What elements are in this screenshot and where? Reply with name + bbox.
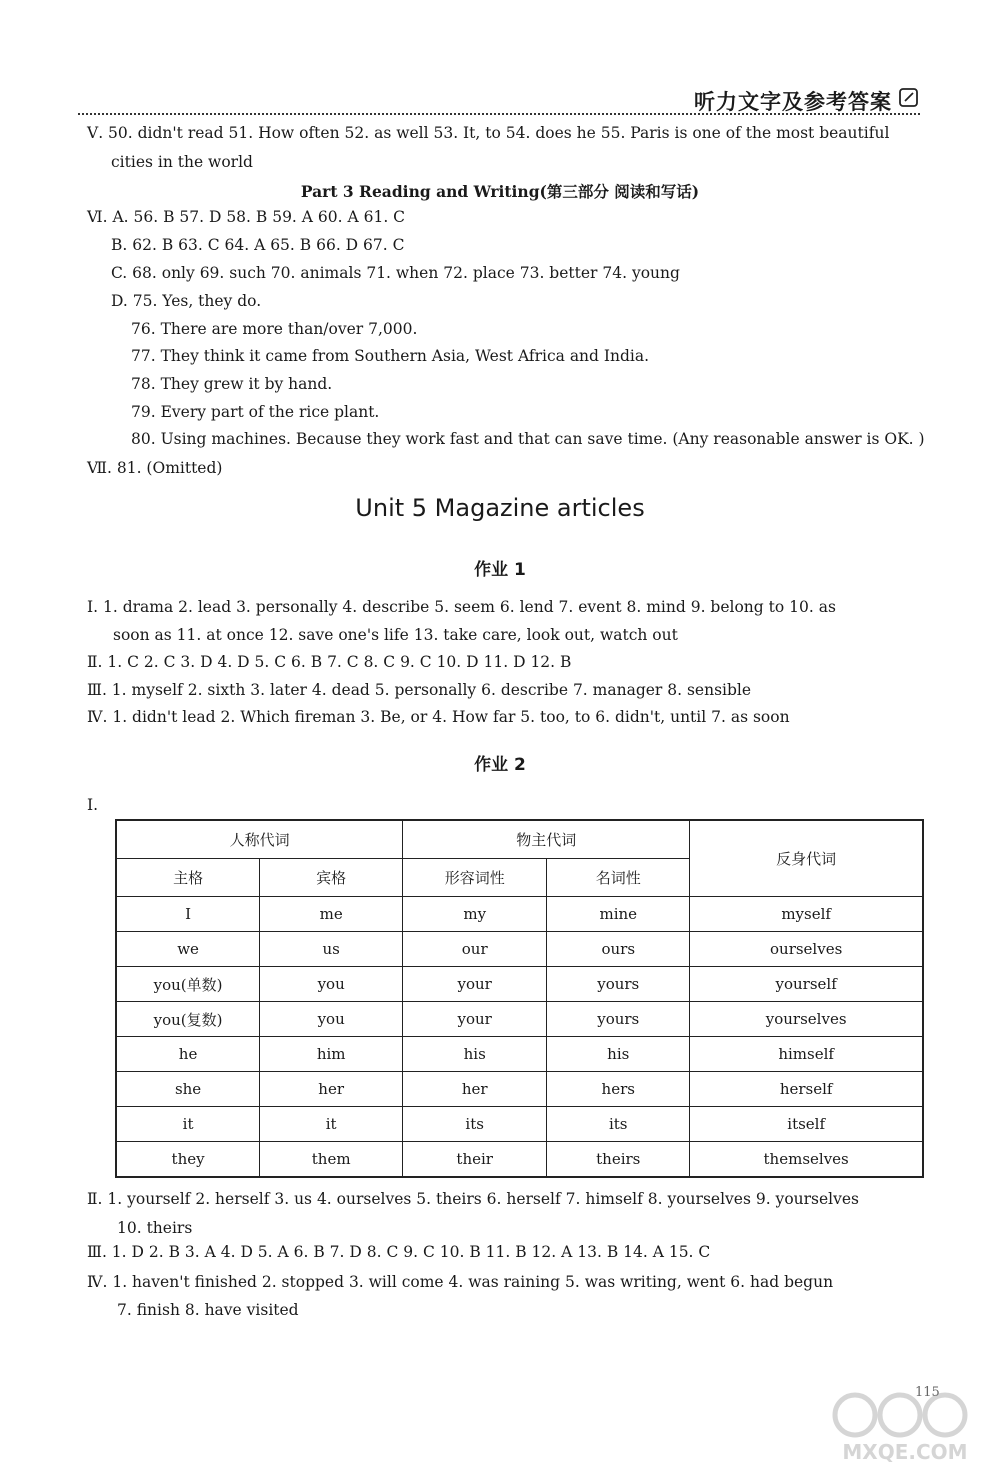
cell-adjectival: our [403, 932, 547, 967]
table-row [116, 1072, 923, 1107]
cell-subject: you(复数) [116, 1002, 260, 1037]
hw1-section-iii: Ⅲ. 1. myself 2. sixth 3. later 4. dead 5. personally 6. describe 7. manager 8. sensible [87, 681, 752, 699]
cell-adjectival: its [403, 1107, 547, 1142]
table-row [116, 932, 923, 967]
answer-77: 77. They think it came from Southern Asia, West Africa and India. [131, 347, 650, 365]
header-reflexive-pronouns: 反身代词 [690, 820, 923, 897]
hw2-section-i-label: Ⅰ. [87, 796, 99, 814]
answer-76: 76. There are more than/over 7,000. [131, 320, 418, 338]
header-personal-pronouns: 人称代词 [116, 820, 403, 859]
hw2-section-ii-line1: Ⅱ. 1. yourself 2. herself 3. us 4. ourselves 5. theirs 6. herself 7. himself 8. yourselves 9. yourselves [87, 1190, 860, 1208]
hw1-section-i-line2: soon as 11. at once 12. save one's life 13. take care, look out, watch out [113, 626, 678, 644]
answer-79: 79. Every part of the rice plant. [131, 403, 380, 421]
cell-object: you [260, 1002, 403, 1037]
section-v-line1: Ⅴ. 50. didn't read 51. How often 52. as well 53. It, to 54. does he 55. Paris is one of the most beautiful [87, 124, 890, 142]
cell-subject: we [116, 932, 260, 967]
cell-reflexive: myself [690, 897, 923, 932]
section-v-line2: cities in the world [111, 153, 253, 171]
cell-subject: he [116, 1037, 260, 1072]
header-divider [78, 113, 920, 115]
table-row [116, 1037, 923, 1072]
cell-reflexive: herself [690, 1072, 923, 1107]
pronoun-table [115, 819, 924, 1178]
cell-reflexive: yourselves [690, 1002, 923, 1037]
cell-object: us [260, 932, 403, 967]
homework1-title: 作业 1 [474, 560, 526, 580]
cell-nominal: his [547, 1037, 690, 1072]
section-vi-d: D. 75. Yes, they do. [111, 292, 262, 310]
cell-object: it [260, 1107, 403, 1142]
cell-nominal: its [547, 1107, 690, 1142]
hw2-section-iv-line1: Ⅳ. 1. haven't finished 2. stopped 3. will come 4. was raining 5. was writing, went 6. had begun [87, 1273, 834, 1291]
table-row [116, 1142, 923, 1178]
cell-adjectival: his [403, 1037, 547, 1072]
header-adjectival: 形容词性 [403, 859, 547, 897]
page-number: 115 [915, 1385, 940, 1400]
homework2-title: 作业 2 [474, 755, 526, 775]
section-vii: Ⅶ. 81. (Omitted) [87, 459, 223, 477]
header-title: 听力文字及参考答案 [694, 90, 892, 114]
hw2-section-iv-line2: 7. finish 8. have visited [117, 1301, 299, 1319]
pen-icon [898, 86, 920, 108]
section-vi-b: B. 62. B 63. C 64. A 65. B 66. D 67. C [111, 236, 405, 254]
cell-reflexive: himself [690, 1037, 923, 1072]
cell-adjectival: her [403, 1072, 547, 1107]
table-row [116, 967, 923, 1002]
cell-subject: they [116, 1142, 260, 1178]
cell-subject: it [116, 1107, 260, 1142]
answer-78: 78. They grew it by hand. [131, 375, 333, 393]
cell-nominal: theirs [547, 1142, 690, 1178]
cell-reflexive: yourself [690, 967, 923, 1002]
section-vi-a: Ⅵ. A. 56. B 57. D 58. B 59. A 60. A 61. C [87, 208, 406, 226]
cell-subject: she [116, 1072, 260, 1107]
table-row [116, 1107, 923, 1142]
cell-subject: I [116, 897, 260, 932]
watermark-logo [830, 1385, 980, 1465]
section-vi-c: C. 68. only 69. such 70. animals 71. when 72. place 73. better 74. young [111, 264, 680, 282]
cell-nominal: yours [547, 1002, 690, 1037]
cell-adjectival: my [403, 897, 547, 932]
hw1-section-i-line1: Ⅰ. 1. drama 2. lead 3. personally 4. describe 5. seem 6. lend 7. event 8. mind 9. belong to 10. as [87, 598, 836, 616]
cell-adjectival: your [403, 967, 547, 1002]
answer-80: 80. Using machines. Because they work fast and that can save time. (Any reasonable answer is OK. ) [131, 430, 925, 448]
hw1-section-iv: Ⅳ. 1. didn't lead 2. Which fireman 3. Be, or 4. How far 5. too, to 6. didn't, until 7. as soon [87, 708, 790, 726]
cell-reflexive: ourselves [690, 932, 923, 967]
header-possessive-pronouns: 物主代词 [403, 820, 690, 859]
cell-adjectival: your [403, 1002, 547, 1037]
cell-nominal: mine [547, 897, 690, 932]
table-row [116, 1002, 923, 1037]
unit-title: Unit 5 Magazine articles [355, 494, 645, 522]
cell-object: you [260, 967, 403, 1002]
hw2-section-ii-line2: 10. theirs [117, 1219, 193, 1237]
header-object-case: 宾格 [260, 859, 403, 897]
header-subject-case: 主格 [116, 859, 260, 897]
cell-nominal: ours [547, 932, 690, 967]
cell-nominal: yours [547, 967, 690, 1002]
part3-title: Part 3 Reading and Writing(第三部分 阅读和写话) [300, 182, 700, 201]
cell-adjectival: their [403, 1142, 547, 1178]
table-row [116, 897, 923, 932]
hw2-section-iii: Ⅲ. 1. D 2. B 3. A 4. D 5. A 6. B 7. D 8. C 9. C 10. B 11. B 12. A 13. B 14. A 15. C [87, 1243, 711, 1261]
cell-reflexive: itself [690, 1107, 923, 1142]
cell-reflexive: themselves [690, 1142, 923, 1178]
cell-nominal: hers [547, 1072, 690, 1107]
svg-text:MXQE.COM: MXQE.COM [842, 1440, 968, 1464]
cell-subject: you(单数) [116, 967, 260, 1002]
cell-object: me [260, 897, 403, 932]
cell-object: him [260, 1037, 403, 1072]
cell-object: her [260, 1072, 403, 1107]
hw1-section-ii: Ⅱ. 1. C 2. C 3. D 4. D 5. C 6. B 7. C 8. C 9. C 10. D 11. D 12. B [87, 653, 572, 671]
cell-object: them [260, 1142, 403, 1178]
header-nominal: 名词性 [547, 859, 690, 897]
